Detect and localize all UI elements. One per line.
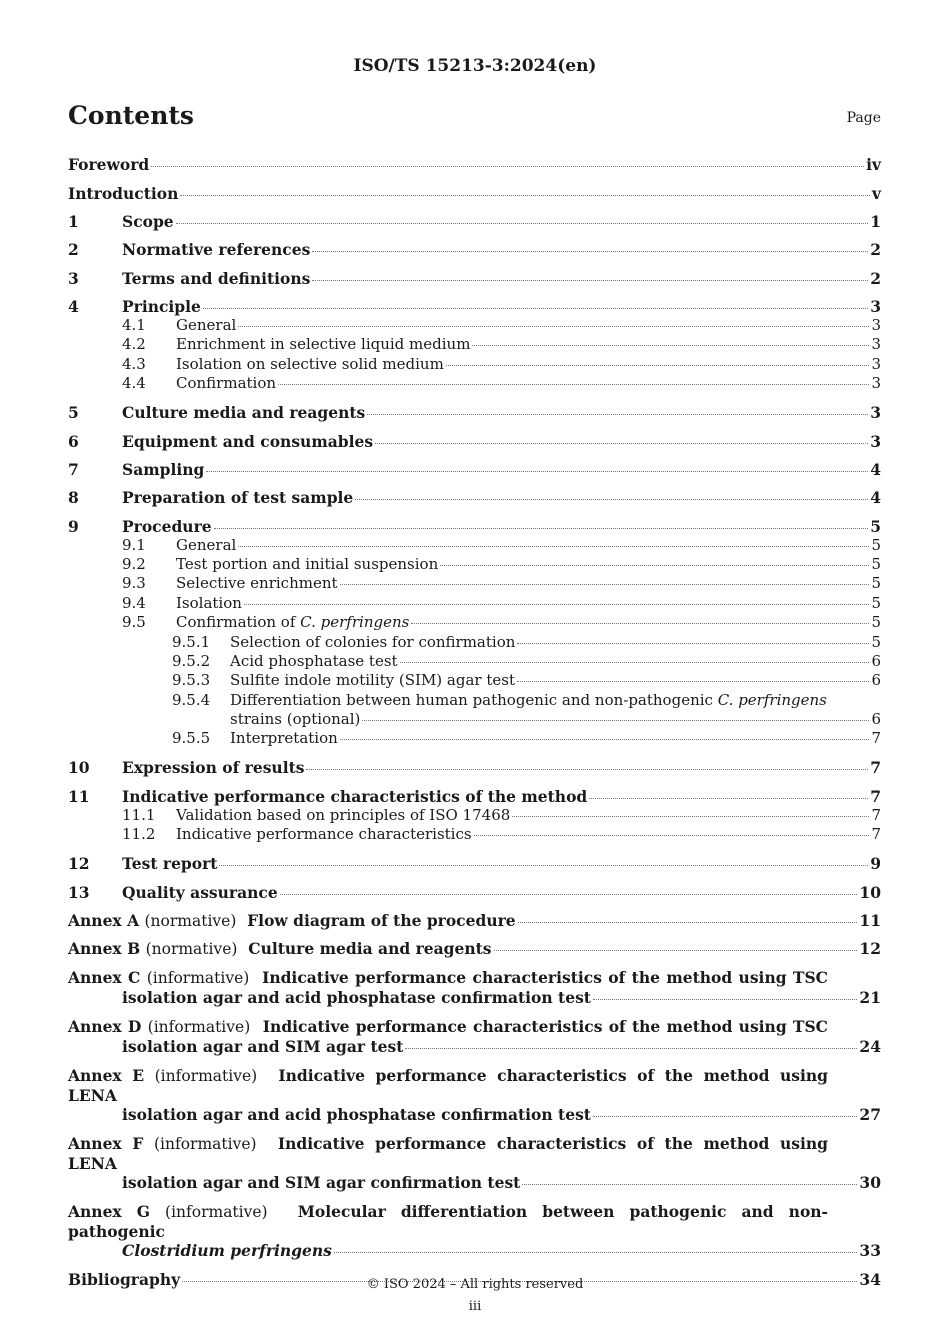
- annex-label: Annex G: [68, 1201, 150, 1221]
- toc-clause-number: 1: [68, 212, 79, 231]
- annex-title: Culture media and reagents: [248, 938, 492, 958]
- toc-clause-number: 4.1: [122, 316, 146, 334]
- toc-entry-title: Procedure: [122, 516, 212, 536]
- toc-clause-number: 3: [68, 269, 79, 288]
- dot-leader: [518, 922, 858, 923]
- toc-entry-title: Selective enrichment: [176, 574, 338, 593]
- toc-entry-subclause-9-3[interactable]: [68, 574, 881, 593]
- organism-name: C. perfringens: [300, 613, 410, 632]
- toc-page-number: 27: [859, 1104, 881, 1124]
- toc-page-number: 5: [871, 535, 881, 554]
- annex-heading: [68, 1202, 828, 1241]
- annex-heading: [68, 1134, 828, 1173]
- toc-entry-subclause-9-5-2[interactable]: [68, 652, 881, 671]
- dot-leader: [411, 623, 869, 624]
- dot-leader: [474, 835, 870, 836]
- toc-page-number: 21: [859, 987, 881, 1007]
- toc-entry-subclause-9-2[interactable]: [68, 555, 881, 574]
- toc-clause-number: 11: [68, 786, 90, 806]
- toc-page-number: 5: [871, 632, 881, 651]
- toc-entry-title: Principle: [122, 297, 201, 316]
- dot-leader: [593, 1116, 857, 1117]
- annex-type: (informative): [154, 1066, 258, 1085]
- toc-clause-number: 9.5.5: [172, 729, 211, 748]
- toc-page-number: 7: [871, 825, 881, 844]
- dot-leader: [312, 280, 868, 281]
- toc-entry-title: Test portion and initial suspension: [176, 554, 439, 573]
- toc-entry-title: General: [176, 535, 237, 554]
- dot-leader: [367, 414, 868, 415]
- toc-entry-title: Expression of results: [122, 757, 305, 777]
- toc-page-number: 7: [871, 805, 881, 824]
- toc-entry-clause-8[interactable]: [68, 488, 881, 507]
- toc-page-number: 24: [859, 1036, 881, 1056]
- toc-entry-title: Equipment and consumables: [122, 431, 374, 451]
- toc-entry-title: Indicative performance characteristics of the method: [122, 786, 588, 806]
- toc-entry-clause-6[interactable]: [68, 432, 881, 451]
- toc-clause-number: 8: [68, 487, 79, 507]
- dot-leader: [517, 643, 869, 644]
- toc-entry-title: Acid phosphatase test: [230, 651, 398, 670]
- dot-leader: [440, 565, 869, 566]
- toc-entry-title: Normative references: [122, 240, 311, 259]
- toc-clause-number: 11.2: [122, 825, 156, 844]
- toc-entry-annex-a[interactable]: [68, 911, 881, 930]
- annex-type: (normative): [144, 911, 237, 930]
- dot-leader: [176, 223, 869, 224]
- toc-entry-title: Quality assurance: [122, 882, 278, 902]
- annex-type: (informative): [147, 1017, 251, 1036]
- toc-page-number: 5: [871, 593, 881, 612]
- toc-clause-number: 2: [68, 240, 79, 259]
- toc-entry-title: General: [176, 316, 237, 334]
- annex-type: (informative): [153, 1134, 257, 1153]
- toc-clause-number: 9.5.4: [172, 690, 211, 709]
- toc-clause-number: 9.3: [122, 574, 146, 593]
- annex-title-continued-row: [68, 1241, 881, 1260]
- toc-page-number: 30: [859, 1172, 881, 1192]
- toc-page-number: 3: [870, 402, 881, 422]
- copyright-notice: © ISO 2024 – All rights reserved: [366, 1277, 584, 1292]
- toc-entry-subclause-9-4[interactable]: [68, 594, 881, 613]
- toc-page-number: iv: [866, 155, 881, 174]
- toc-entry-title: Preparation of test sample: [122, 487, 354, 507]
- dot-leader: [180, 195, 870, 196]
- toc-clause-number: 9.5.3: [172, 671, 211, 690]
- dot-leader: [355, 499, 868, 500]
- toc-clause-number: 10: [68, 757, 90, 777]
- annex-title: Indicative performance characteristics of the method using LENA: [68, 1065, 828, 1105]
- toc-entry-clause-7[interactable]: [68, 460, 881, 479]
- toc-entry-clause-13[interactable]: [68, 883, 881, 902]
- toc-page-number: 10: [859, 882, 881, 902]
- toc-entry-subclause-4-1[interactable]: [68, 316, 881, 335]
- toc-page-number: 7: [871, 729, 881, 748]
- toc-entry-subclause-9-5-5[interactable]: [68, 729, 881, 748]
- toc-page-number: 1: [870, 212, 881, 231]
- toc-entry-title: Test report: [122, 853, 218, 873]
- dot-leader: [312, 251, 868, 252]
- toc-page-number: 5: [871, 554, 881, 573]
- dot-leader: [238, 546, 869, 547]
- annex-type: (informative): [146, 968, 250, 987]
- toc-page-number: 4: [870, 459, 881, 479]
- dot-leader: [512, 816, 869, 817]
- toc-page-number: 7: [870, 786, 881, 806]
- toc-clause-number: 9.5.1: [172, 632, 211, 651]
- toc-entry-title: Interpretation: [230, 729, 338, 748]
- toc-entry-subclause-9-5[interactable]: [68, 613, 881, 632]
- toc-entry-subclause-4-3[interactable]: [68, 355, 881, 374]
- dot-leader: [206, 471, 868, 472]
- dot-leader: [340, 739, 870, 740]
- contents-title: Contents: [68, 101, 195, 130]
- toc-clause-number: 11.1: [122, 805, 156, 824]
- toc-entry-subclause-11-2[interactable]: [68, 825, 881, 844]
- annex-heading: [68, 1066, 828, 1105]
- toc-page-number: 5: [871, 574, 881, 593]
- toc-page-number: 5: [870, 516, 881, 536]
- toc-clause-number: 9.5: [122, 613, 146, 632]
- toc-page-number: 3: [870, 431, 881, 451]
- toc-clause-number: 6: [68, 431, 79, 451]
- toc-entry-annex-g[interactable]: [68, 1202, 881, 1260]
- annex-title: Indicative performance characteristics of the method using TSC: [262, 1016, 828, 1036]
- annex-heading: [68, 911, 516, 931]
- dot-leader: [306, 769, 868, 770]
- dot-leader: [362, 720, 869, 721]
- toc-entry-clause-4[interactable]: [68, 297, 881, 316]
- dot-leader: [593, 999, 857, 1000]
- annex-heading: [68, 968, 828, 988]
- toc-entry-subclause-11-1[interactable]: [68, 806, 881, 825]
- toc-clause-number: 4.4: [122, 374, 146, 393]
- document-id-header: ISO/TS 15213-3:2024(en): [353, 56, 597, 76]
- annex-title: Molecular differentiation between pathogenic and non-pathogenic: [68, 1201, 828, 1241]
- annex-title-continued-row: [68, 1173, 881, 1192]
- page-footer: [0, 1274, 950, 1318]
- toc-page-number: 11: [859, 910, 881, 930]
- toc-entry-subclause-9-5-4[interactable]: [68, 691, 881, 710]
- dot-leader: [522, 1184, 857, 1185]
- toc-entry-title-text: Differentiation between human pathogenic and non-pathogenic: [230, 690, 713, 709]
- toc-page-number: 3: [871, 374, 881, 393]
- toc-entry-title: Culture media and reagents: [122, 402, 366, 422]
- dot-leader: [340, 584, 870, 585]
- toc-entry-title: Terms and definitions: [122, 269, 311, 288]
- toc-entry-title: Enrichment in selective liquid medium: [176, 335, 471, 354]
- toc-page-number: 4: [870, 487, 881, 507]
- annex-title-continued-row: [68, 988, 881, 1007]
- annex-title-continued-row: [68, 1105, 881, 1124]
- dot-leader: [238, 326, 869, 327]
- toc-entry-annex-b[interactable]: [68, 939, 881, 958]
- toc-page-number: 3: [870, 297, 881, 316]
- toc-entry-clause-9[interactable]: [68, 517, 881, 536]
- toc-entry-title: Sampling: [122, 459, 205, 479]
- annex-title-continued: Clostridium perfringens: [122, 1240, 332, 1260]
- toc-page-number: 33: [859, 1240, 881, 1260]
- dot-leader: [517, 681, 869, 682]
- toc-clause-number: 4.2: [122, 335, 146, 354]
- annex-title-continued: isolation agar and SIM agar test: [122, 1036, 404, 1056]
- dot-leader: [472, 345, 869, 346]
- toc-entry-clause-2[interactable]: [68, 240, 881, 259]
- toc-entry-title: Isolation: [176, 593, 242, 612]
- dot-leader: [151, 166, 864, 167]
- toc-entry-subclause-9-5-4-continued[interactable]: [68, 710, 881, 729]
- toc-entry-title: Isolation on selective solid medium: [176, 354, 444, 373]
- toc-entry-title: Scope: [122, 212, 174, 231]
- toc-entry-title: Selection of colonies for confirmation: [230, 632, 516, 651]
- toc-entry-annex-c[interactable]: [68, 968, 881, 1007]
- table-of-contents: [68, 153, 881, 1289]
- annex-type: (informative): [165, 1202, 268, 1221]
- toc-entry-title: Introduction: [68, 184, 179, 203]
- toc-entry-title: Bibliography: [68, 1269, 181, 1289]
- annex-title-continued-row: [68, 1037, 881, 1056]
- toc-entry-title-text: Confirmation of: [176, 613, 296, 632]
- toc-entry-title: Foreword: [68, 155, 150, 174]
- annex-title-continued: isolation agar and acid phosphatase confirmation test: [122, 987, 591, 1007]
- toc-entry-subclause-4-4[interactable]: [68, 374, 881, 393]
- toc-entry-clause-3[interactable]: [68, 269, 881, 288]
- annex-title: Indicative performance characteristics of the method using LENA: [68, 1133, 828, 1173]
- toc-clause-number: 5: [68, 402, 79, 422]
- annex-label: Annex A: [68, 910, 140, 930]
- toc-clause-number: 9: [68, 516, 79, 536]
- toc-entry-title-continued: strains (optional): [230, 710, 361, 729]
- toc-clause-number: 4: [68, 297, 79, 316]
- toc-entry-introduction[interactable]: [68, 184, 881, 203]
- toc-entry-subclause-4-2[interactable]: [68, 335, 881, 354]
- toc-clause-number: 4.3: [122, 354, 146, 373]
- toc-page-number: 2: [870, 240, 881, 259]
- dot-leader: [334, 1252, 858, 1253]
- toc-page-number: 6: [871, 671, 881, 690]
- annex-label: Annex F: [68, 1133, 144, 1153]
- dot-leader: [446, 365, 870, 366]
- toc-page-number: 6: [871, 710, 881, 729]
- toc-entry-title: [230, 691, 827, 710]
- toc-entry-subclause-9-5-3[interactable]: [68, 671, 881, 690]
- annex-label: Annex E: [68, 1065, 145, 1085]
- dot-leader: [219, 865, 868, 866]
- annex-title: Indicative performance characteristics of the method using TSC: [262, 967, 828, 987]
- toc-page-number: v: [871, 184, 881, 203]
- organism-name: C. perfringens: [717, 690, 827, 709]
- annex-title-continued: isolation agar and acid phosphatase confirmation test: [122, 1104, 591, 1124]
- toc-page-number: 3: [871, 335, 881, 354]
- page-column-label: Page: [846, 110, 881, 126]
- toc-entry-clause-11[interactable]: [68, 787, 881, 806]
- toc-clause-number: 9.5.2: [172, 651, 211, 670]
- annex-label: Annex B: [68, 938, 141, 958]
- dot-leader: [400, 662, 870, 663]
- toc-entry-subclause-9-1[interactable]: [68, 536, 881, 555]
- toc-page-number: 2: [870, 269, 881, 288]
- annex-label: Annex C: [68, 967, 141, 987]
- toc-entry-title: Confirmation: [176, 374, 277, 393]
- toc-entry-subclause-9-5-1[interactable]: [68, 633, 881, 652]
- toc-clause-number: 9.2: [122, 554, 146, 573]
- toc-clause-number: 12: [68, 853, 90, 873]
- dot-leader: [244, 604, 870, 605]
- dot-leader: [494, 950, 858, 951]
- annex-label: Annex D: [68, 1016, 142, 1036]
- toc-clause-number: 13: [68, 882, 90, 902]
- dot-leader: [278, 384, 869, 385]
- annex-heading: [68, 1017, 828, 1037]
- toc-page-number: 7: [870, 757, 881, 777]
- annex-heading: [68, 939, 492, 959]
- toc-page-number: 3: [871, 354, 881, 373]
- toc-page-number: 9: [870, 853, 881, 873]
- annex-type: (normative): [145, 939, 238, 958]
- annex-title-continued: isolation agar and SIM agar confirmation test: [122, 1172, 521, 1192]
- toc-page-number: 3: [871, 316, 881, 334]
- toc-clause-number: 9.1: [122, 535, 146, 554]
- page-number: iii: [468, 1299, 482, 1314]
- annex-title: Flow diagram of the procedure: [247, 910, 516, 930]
- toc-clause-number: 9.4: [122, 593, 146, 612]
- toc-entry-clause-5[interactable]: [68, 403, 881, 422]
- toc-entry-annex-f[interactable]: [68, 1134, 881, 1192]
- dot-leader: [203, 308, 868, 309]
- toc-entry-title: [176, 613, 409, 632]
- toc-entry-annex-d[interactable]: [68, 1017, 881, 1056]
- toc-page-number: 34: [859, 1269, 881, 1289]
- toc-page-number: 6: [871, 651, 881, 670]
- toc-page-number: 5: [871, 613, 881, 632]
- dot-leader: [280, 894, 858, 895]
- toc-entry-clause-1[interactable]: [68, 212, 881, 231]
- toc-entry-annex-e[interactable]: [68, 1066, 881, 1124]
- toc-page-number: 12: [859, 938, 881, 958]
- dot-leader: [375, 443, 868, 444]
- toc-entry-clause-10[interactable]: [68, 758, 881, 777]
- toc-clause-number: 7: [68, 459, 79, 479]
- toc-entry-clause-12[interactable]: [68, 854, 881, 873]
- dot-leader: [214, 528, 869, 529]
- dot-leader: [589, 798, 868, 799]
- toc-entry-title: Sulfite indole motility (SIM) agar test: [230, 671, 515, 690]
- toc-entry-foreword[interactable]: [68, 155, 881, 174]
- dot-leader: [405, 1048, 857, 1049]
- toc-entry-title: Indicative performance characteristics: [176, 825, 472, 844]
- toc-entry-title: Validation based on principles of ISO 17468: [176, 805, 511, 824]
